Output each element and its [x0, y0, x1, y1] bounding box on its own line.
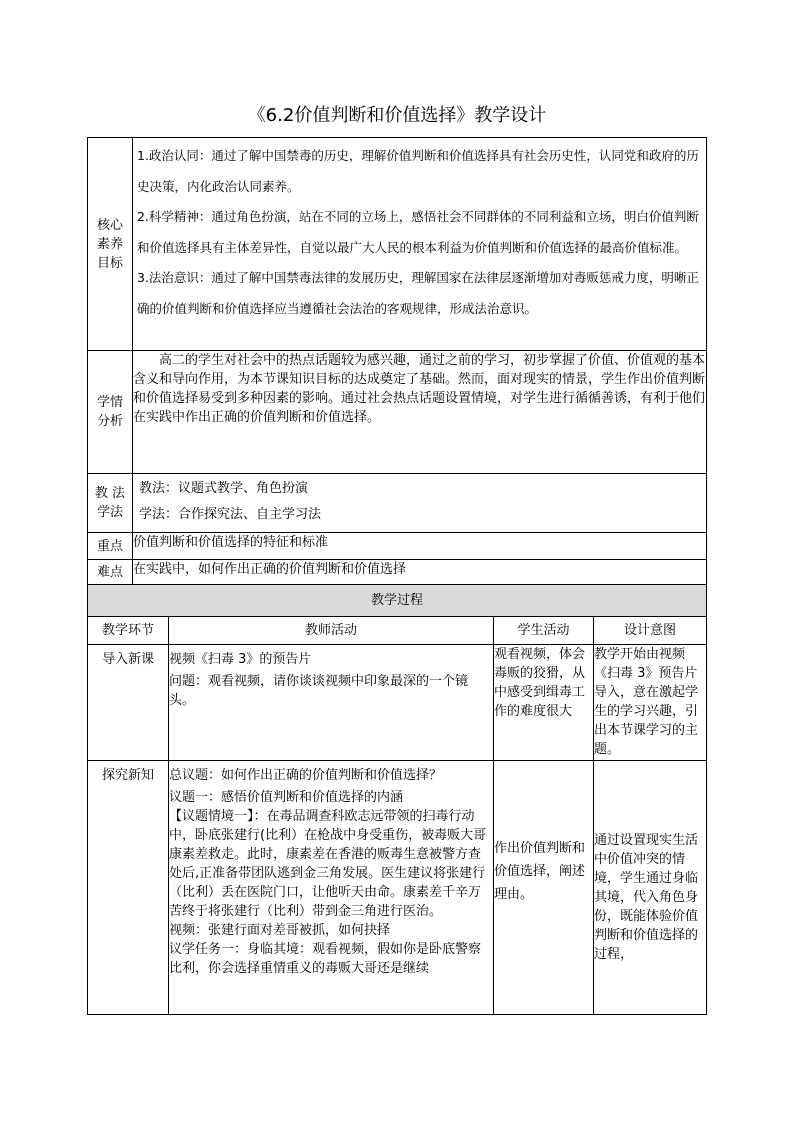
key-point-label: 重点: [88, 533, 133, 560]
student-analysis-text: 高二的学生对社会中的热点话题较为感兴趣，通过之前的学习，初步掌握了价值、价值观的基本含义和导向作用，为本节课知识目标的达成奠定了基础。然而，面对现实的情景，学生作出价值判断和价值选择易受到多种因素的影响。通过社会热点话题设置情境，对学生进行循循善诱，有利于他们在实践中作出正确的价值判断和价值选择。: [133, 351, 707, 474]
difficulty-label: 难点: [88, 560, 133, 585]
design-intent-cell: 通过设置现实生活中价值冲突的情境，学生通过身临其境，代入角色身份，既能体验价值判断和价值选择的过程，: [594, 761, 707, 1015]
key-point-row: [88, 533, 707, 560]
methods-label: 教 法 学法: [88, 474, 133, 533]
design-intent-cell: 教学开始由视频《扫毒 3》预告片导入，意在激起学生的学习兴趣，引出本节课学习的主题。: [594, 645, 707, 761]
teacher-activity-line: 【议题情境一】：在毒品调查科欧志远带领的扫毒行动中，卧底张建行(比利）在枪战中身受重伤，被毒贩大哥康素差救走。此时，康素差在香港的贩毒生意被警方查处后,正准备带团队逃到金三角发展。医生建议将张建行（比利）丢在医院门口，让他听天由命。康素差千辛万苦终于将张建行（比利）带到金三角进行医治。: [169, 809, 487, 919]
process-title: 教学过程: [88, 585, 707, 617]
document-title: 《6.2价值判断和价值选择》教学设计: [247, 105, 547, 126]
teacher-activity-line: 视频《扫毒 3》的预告片: [169, 652, 312, 667]
header-stage: 教学环节: [88, 617, 169, 645]
teaching-method: 教法：议题式教学、角色扮演: [139, 481, 309, 496]
header-student: 学生活动: [494, 617, 594, 645]
stage-cell: 导入新课: [88, 645, 169, 761]
teacher-activity-line: 总议题：如何作出正确的价值判断和价值选择？: [169, 768, 443, 783]
key-point-text: 价值判断和价值选择的特征和标准: [133, 533, 707, 560]
difficulty-text: 在实践中，如何作出正确的价值判断和价值选择: [133, 560, 707, 585]
core-goal-item: 3.法治意识：通过了解中国禁毒法律的发展历史，理解国家在法律层逐渐增加对毒贩惩戒力度，明晰正确的价值判断和价值选择应当遵循社会法治的客观规律，形成法治意识。: [137, 270, 699, 316]
process-row-explore: [88, 761, 707, 1015]
core-goals-label: 核心 素养 目标: [88, 138, 133, 351]
difficulty-row: [88, 560, 707, 585]
core-goal-item: 1.政治认同：通过了解中国禁毒的历史，理解价值判断和价值选择具有社会历史性，认同党和政府的历史决策，内化政治认同素养。: [137, 148, 699, 194]
teacher-activity-line: 议题一：感悟价值判断和价值选择的内涵: [169, 790, 404, 805]
core-goal-item: 2.科学精神：通过角色扮演，站在不同的立场上，感悟社会不同群体的不同利益和立场，明白价值判断和价值选择具有主体差异性，自觉以最广大人民的根本利益为价值判断和价值选择的最高价值标准。: [137, 209, 699, 255]
learning-method: 学法：合作探究法、自主学习法: [139, 507, 322, 522]
stage-cell: 探究新知: [88, 761, 169, 1015]
student-analysis-row: [88, 351, 707, 474]
student-activity-cell: 作出价值判断和价值选择，阐述理由。: [494, 761, 594, 1015]
process-header-row: [88, 617, 707, 645]
teacher-activity-line: 问题：观看视频，请你谈谈视频中印象最深的一个镜头。: [169, 674, 469, 708]
methods-content: [133, 474, 707, 533]
core-goals-content: [133, 138, 707, 351]
header-intent: 设计意图: [594, 617, 707, 645]
header-teacher: 教师活动: [169, 617, 494, 645]
teacher-activity-cell: [169, 761, 494, 1015]
teacher-activity-line: 议学任务一：身临其境：观看视频，假如你是卧底警察比利，你会选择重情重义的毒贩大哥还是继续: [169, 942, 482, 976]
lesson-plan-table: [87, 137, 707, 1015]
teacher-activity-line: 视频：张建行面对差哥被抓，如何抉择: [169, 923, 391, 938]
process-row-intro: [88, 645, 707, 761]
student-analysis-label: 学情 分析: [88, 351, 133, 474]
core-goals-row: [88, 138, 707, 351]
student-activity-cell: 观看视频，体会毒贩的狡猾，从中感受到缉毒工作的难度很大: [494, 645, 594, 761]
methods-row: [88, 474, 707, 533]
process-title-row: [88, 585, 707, 617]
teacher-activity-cell: [169, 645, 494, 761]
